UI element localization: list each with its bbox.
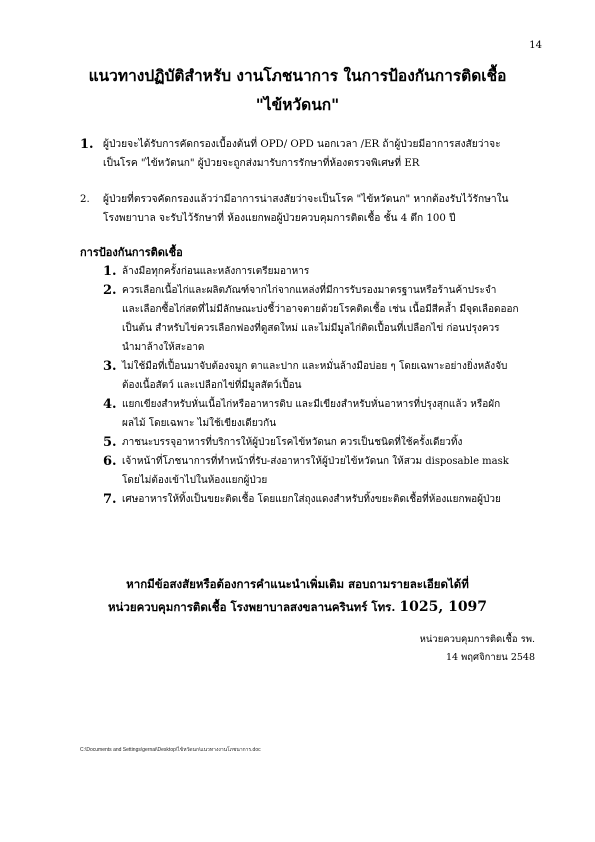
list-text-line: เป็นต้น สำหรับไข่ควรเลือกฟองที่ดูสดใหม่ และไม่มีมูลไก่ติดเปื้อนที่เปลือกไข่ ก่อนปรุงควร [122,323,500,334]
prevention-heading: การป้องกันการติดเชื้อ [80,246,183,259]
list-text-line: เจ้าหน้าที่โภชนาการที่ทำหน้าที่รับ-ส่งอาหารให้ผู้ป่วยไข้หวัดนก ให้สวม disposable mask [122,456,509,467]
item-number: 2. [80,194,90,205]
item-text-line: เป็นโรค "ไข้หวัดนก" ผู้ป่วยจะถูกส่งมารับการรักษาที่ห้องตรวจพิเศษที่ ER [103,158,420,169]
list-text-line: ผลไม้ โดยเฉพาะ ไม่ใช้เขียงเดียวกัน [122,418,277,429]
document-title: แนวทางปฏิบัติสำหรับ งานโภชนาการ ในการป้องกันการติดเชื้อ [88,66,507,85]
list-text-line: ต้องเนื้อสัตว์ และเปลือกไข่ที่มีมูลสัตว์เปื้อน [122,380,302,391]
list-text-line: เศษอาหารให้ทิ้งเป็นขยะติดเชื้อ โดยแยกใส่ถุงแดงสำหรับทิ้งขยะติดเชื้อที่ห้องแยกพอผู้ป่วย [122,494,501,505]
footer-file-path: C:\Documents and Settings\gernai\Desktop\ไข้หวัดนก\แนวทางงานโภชนาการ.doc [80,747,261,753]
list-text-line: ล้างมือทุกครั้งก่อนและหลังการเตรียมอาหาร [122,266,310,277]
item-text-line: โรงพยาบาล จะรับไว้รักษาที่ ห้องแยกพอผู้ป่วยควบคุมการติดเชื้อ ชั้น 4 ตึก 100 ปี [103,213,456,224]
section-item-2 [80,190,550,228]
item-number: 1. [80,137,94,152]
list-text-line: โดยไม่ต้องเข้าไปในห้องแยกผู้ป่วย [122,475,268,486]
contact-unit-text: หน่วยควบคุมการติดเชื้อ โรงพยาบาลสงขลานครินทร์ โทร. [107,600,396,614]
prevention-list [103,262,553,509]
list-text-line: ควรเลือกเนื้อไก่และผลิตภัณฑ์จากไก่จากแหล่งที่มีการรับรองมาตรฐานหรือร้านค้าประจำ [122,285,497,296]
section-item-1 [80,135,550,173]
list-item [103,262,553,281]
list-item [103,357,553,395]
contact-line: หากมีข้อสงสัยหรือต้องการคำแนะนำเพิ่มเติม สอบถามรายละเอียดได้ที่ [126,577,469,591]
list-number: 3. [103,359,117,374]
contact-unit-line [0,599,595,617]
list-text-line: และเลือกซื้อไก่สดที่ไม่มีลักษณะบ่งชี้ว่าอาจตายด้วยโรคติดเชื้อ เช่น เนื้อมีสีคล้ำ มีจุดเลือดออก [122,304,519,315]
list-item [103,281,553,357]
signature-date: 14 พฤศจิกายน 2548 [445,652,535,663]
list-number: 1. [103,264,117,279]
list-item [103,452,553,490]
list-item [103,433,553,452]
item-text-line: ผู้ป่วยจะได้รับการคัดกรองเบื้องต้นที่ OPD/ OPD นอกเวลา /ER ถ้าผู้ป่วยมีอาการสงสัยว่าจะ [103,139,501,150]
document-subtitle: "ไข้หวัดนก" [255,95,340,114]
list-number: 2. [103,283,117,298]
list-item [103,490,553,509]
item-text-line: ผู้ป่วยที่ตรวจคัดกรองแล้วว่ามีอาการน่าสงสัยว่าจะเป็นโรค "ไข้หวัดนก" หากต้องรับไว้รักษาใน [103,194,509,205]
list-text-line: ไม่ใช้มือที่เปื้อนมาจับต้องจมูก ตาและปาก และหมั่นล้างมือบ่อย ๆ โดยเฉพาะอย่างยิ่งหลังจับ [122,361,508,372]
contact-phone: 1025, 1097 [399,599,488,615]
list-number: 4. [103,397,117,412]
list-number: 6. [103,454,117,469]
page-number: 14 [529,40,542,51]
list-text-line: ภาชนะบรรจุอาหารที่บริการให้ผู้ป่วยโรคไข้หวัดนก ควรเป็นชนิดที่ใช้ครั้งเดียวทิ้ง [122,437,463,448]
list-item [103,395,553,433]
list-text-line: นำมาล้างให้สะอาด [122,342,205,353]
signature-unit: หน่วยควบคุมการติดเชื้อ รพ. [419,634,535,645]
list-number: 7. [103,492,117,507]
list-text-line: แยกเขียงสำหรับหั่นเนื้อไก่หรืออาหารดิบ และมีเขียงสำหรับหั่นอาหารที่ปรุงสุกแล้ว หรือผัก [122,399,501,410]
list-number: 5. [103,435,117,450]
